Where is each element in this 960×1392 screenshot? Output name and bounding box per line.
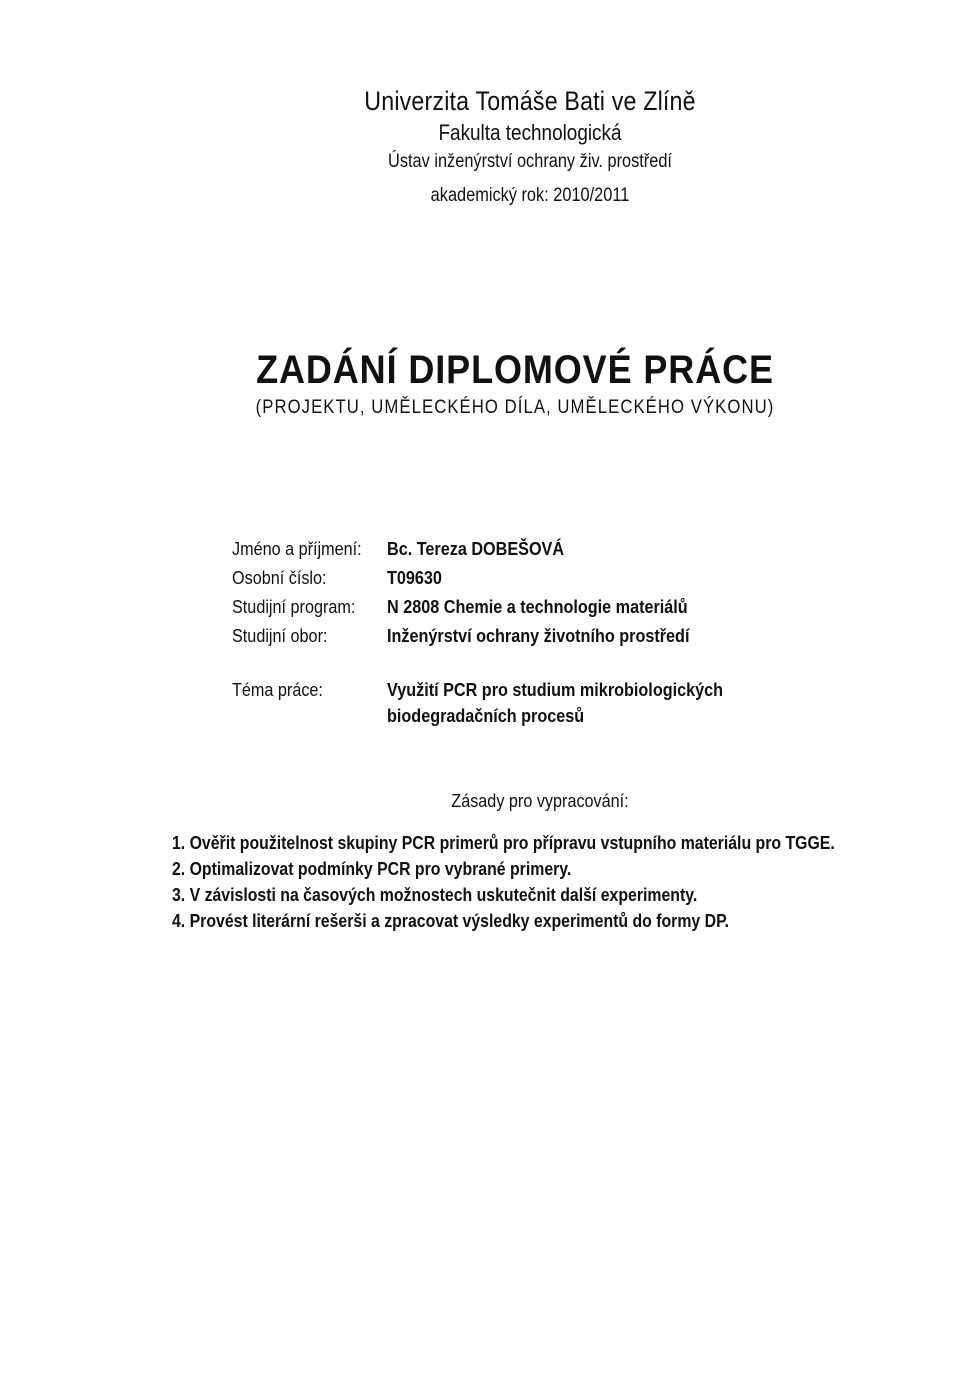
info-value: N 2808 Chemie a technologie materiálů: [387, 597, 688, 617]
info-value: Bc. Tereza DOBEŠOVÁ: [387, 539, 565, 559]
info-value: Inženýrství ochrany životního prostředí: [387, 626, 690, 646]
academic-year: akademický rok: 2010/2011: [430, 185, 630, 206]
principles-heading: Zásady pro vypracování:: [451, 791, 629, 811]
item-text: Ověřit použitelnost skupiny PCR primerů pro přípravu vstupního materiálu pro TGGE.: [189, 833, 835, 853]
info-row-name: [232, 535, 723, 564]
item-number: 2.: [172, 859, 186, 879]
info-row-study-field: [232, 622, 723, 651]
info-row-personal-number: [232, 564, 723, 593]
list-item: [172, 830, 835, 856]
document-title: ZADÁNÍ DIPLOMOVÉ PRÁCE: [256, 348, 774, 392]
document-subtitle: (PROJEKTU, UMĚLECKÉHO DÍLA, UMĚLECKÉHO VÝKONU): [255, 397, 775, 418]
info-label: Osobní číslo:: [232, 568, 327, 588]
info-label: Studijní obor:: [232, 626, 328, 646]
list-item: [172, 908, 806, 934]
item-number: 4.: [172, 911, 186, 931]
item-number: 1.: [172, 833, 186, 853]
list-item: [172, 856, 806, 882]
faculty-name: Fakulta technologická: [438, 120, 622, 145]
institute-name: Ústav inženýrství ochrany živ. prostředí: [388, 151, 672, 172]
topic-label: Téma práce:: [232, 680, 323, 700]
university-name: Univerzita Tomáše Bati ve Zlíně: [364, 86, 696, 116]
topic-value: Využití PCR pro studium mikrobiologických biodegradačních procesů: [387, 680, 724, 726]
header-block: [300, 84, 760, 216]
info-value: T09630: [387, 568, 442, 588]
item-text: Optimalizovat podmínky PCR pro vybrané primery.: [189, 859, 572, 879]
thesis-topic: [232, 677, 767, 729]
info-label: Studijní program:: [232, 597, 356, 617]
student-info-table: [232, 535, 723, 651]
info-row-study-program: [232, 593, 723, 622]
principles-list: [172, 830, 892, 934]
item-text: V závislosti na časových možnostech uskutečnit další experimenty.: [189, 885, 698, 905]
info-label: Jméno a příjmení:: [232, 539, 362, 559]
list-item: [172, 882, 806, 908]
item-text: Provést literární rešerši a zpracovat výsledky experimentů do formy DP.: [189, 911, 730, 931]
title-block: [200, 345, 830, 421]
item-number: 3.: [172, 885, 186, 905]
